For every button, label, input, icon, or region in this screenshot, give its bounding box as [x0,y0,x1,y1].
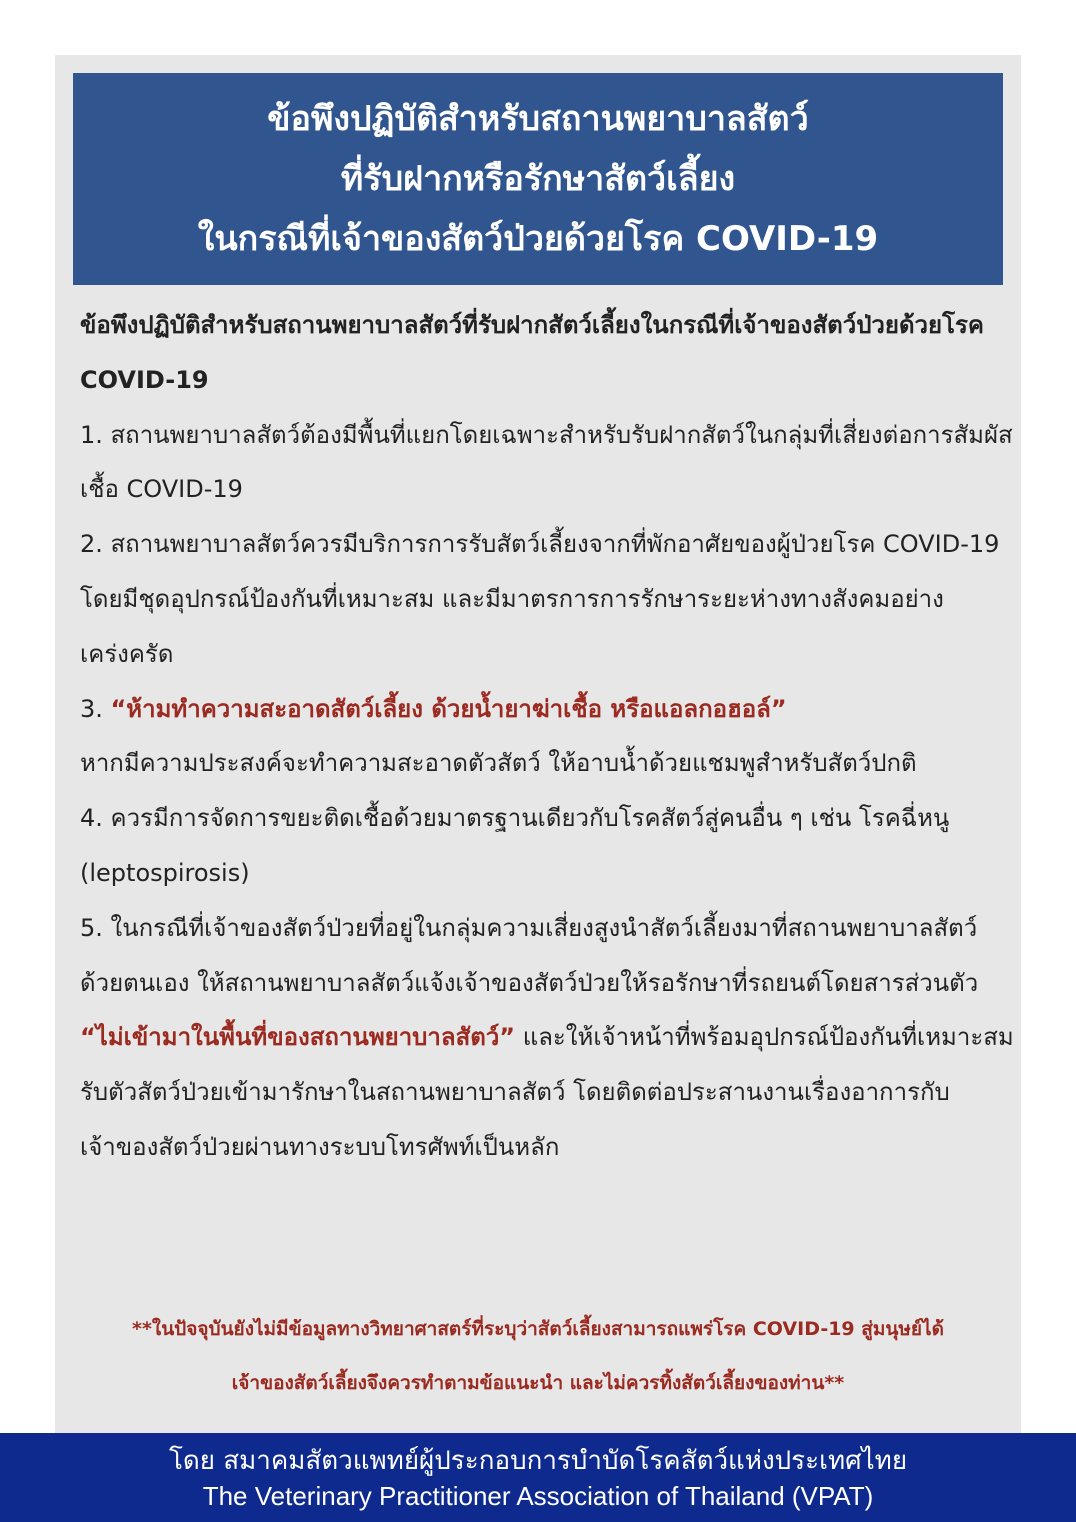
title-line-1: ข้อพึงปฏิบัติสำหรับสถานพยาบาลสัตว์ [267,99,809,139]
item-5-text-1: 5. ในกรณีที่เจ้าของสัตว์ป่วยที่อยู่ในกลุ่มความเสี่ยงสูงนำสัตว์เลี้ยงมาที่สถานพยาบาลสัตว์ด้วยตนเอง ให้สถานพยาบาลสัตว์แจ้งเจ้าของสัตว์ป่วยให้รอรักษาที่รถยนต์โดยสารส่วนตัว [80,913,979,997]
guideline-item-4: 4. ควรมีการจัดการขยะติดเชื้อด้วยมาตรฐานเดียวกับโรคสัตว์สู่คนอื่น ๆ เช่น โรคฉี่หนู (leptospirosis) [80,804,950,887]
item-3-number: 3. [80,694,111,723]
note-line-1: **ในปัจจุบันยังไม่มีข้อมูลทางวิทยาศาสตร์ที่ระบุว่าสัตว์เลี้ยงสามารถแพร่โรค COVID-19 สู่มนุษย์ได้ [132,1318,944,1340]
item-3-text: หากมีความประสงค์จะทำความสะอาดตัวสัตว์ ให้อาบน้ำด้วยแชมพูสำหรับสัตว์ปกติ [80,749,917,778]
guideline-item-5 [80,901,1015,1175]
title-line-2: ที่รับฝากหรือรักษาสัตว์เลี้ยง [340,159,736,199]
guideline-item-1: 1. สถานพยาบาลสัตว์ต้องมีพื้นที่แยกโดยเฉพาะสำหรับรับฝากสัตว์ในกลุ่มที่เสี่ยงต่อการสัมผัสเชื้อ COVID-19 [80,420,1013,504]
footer-thai-org: โดย สมาคมสัตวแพทย์ผู้ประกอบการบำบัดโรคสัตว์แห่งประเทศไทย [168,1445,908,1476]
title-line-3: ในกรณีที่เจ้าของสัตว์ป่วยด้วยโรค COVID-19 [197,219,879,259]
item-5-text-2: และให้เจ้าหน้าที่พร้อมอุปกรณ์ป้องกันที่เหมาะสมรับตัวสัตว์ป่วยเข้ามารักษาในสถานพยาบาลสัตว์ โดยติดต่อประสานงานเรื่องอาการกับเจ้าของสัตว์ป่วยผ่านทางระบบโทรศัพท์เป็นหลัก [80,1023,1014,1161]
footer-bar [0,1433,1076,1522]
guideline-item-3 [80,682,1015,792]
guideline-item-2: 2. สถานพยาบาลสัตว์ควรมีบริการการรับสัตว์เลี้ยงจากที่พักอาศัยของผู้ป่วยโรค COVID-19 โดยมีชุดอุปกรณ์ป้องกันที่เหมาะสม และมีมาตรการการรักษาระยะห่างทางสังคมอย่างเคร่งครัด [80,530,1000,668]
note-line-2: เจ้าของสัตว์เลี้ยงจึงควรทำตามข้อแนะนำ และไม่ควรทิ้งสัตว์เลี้ยงของท่าน** [231,1372,845,1394]
guideline-body [80,298,1015,1175]
section-heading: ข้อพึงปฏิบัติสำหรับสถานพยาบาลสัตว์ที่รับฝากสัตว์เลี้ยงในกรณีที่เจ้าของสัตว์ป่วยด้วยโรค COVID-19 [80,311,984,394]
item-5-warning: “ไม่เข้ามาในพื้นที่ของสถานพยาบาลสัตว์” [80,1023,516,1052]
footer-english-org: The Veterinary Practitioner Association of Thailand (VPAT) [202,1480,874,1511]
disclaimer-note [60,1302,1016,1410]
item-3-warning: “ห้ามทำความสะอาดสัตว์เลี้ยง ด้วยน้ำยาฆ่าเชื้อ หรือแอลกอฮอล์” [110,694,787,723]
title-banner [73,73,1003,285]
